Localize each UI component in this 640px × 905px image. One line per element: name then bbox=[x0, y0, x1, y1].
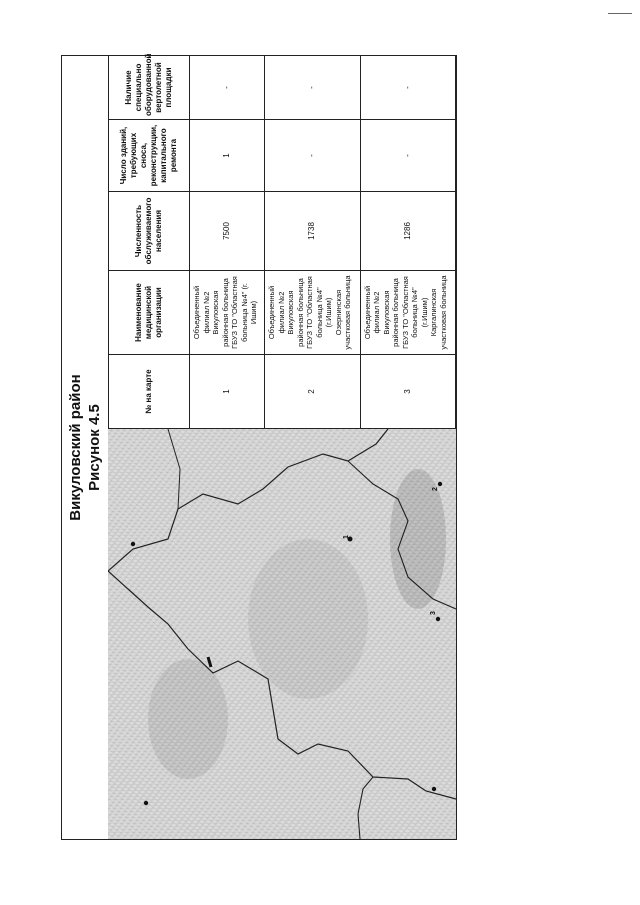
organization-name: Объединенный филиал №2 Викуловская районная больница ГБУЗ ТО "Областная больница №4" (г.Ишим) Каргалинская участковая больница bbox=[360, 271, 455, 355]
organization-name: Объединенный филиал №2 Викуловская районная больница ГБУЗ ТО "Областная больница №4" (г.Ишим) Озернинская участковая больница bbox=[265, 271, 360, 355]
heliport-status: - bbox=[265, 56, 360, 120]
boundary-southwest bbox=[358, 777, 373, 839]
title-band bbox=[62, 56, 109, 839]
table-row bbox=[190, 56, 265, 429]
settlement-dot-icon bbox=[131, 542, 135, 546]
buildings-count: - bbox=[360, 120, 455, 192]
heliport-status: - bbox=[360, 56, 455, 120]
table-row bbox=[360, 56, 455, 429]
lake-mark bbox=[208, 657, 211, 667]
column-header: Наличие специально оборудованной вертолетной площадки bbox=[109, 56, 190, 120]
map-boundaries bbox=[108, 429, 456, 839]
map-marker-label: 2 bbox=[432, 487, 439, 491]
district-title: Викуловский район bbox=[67, 374, 84, 521]
heliport-status: - bbox=[190, 56, 265, 120]
row-number: 1 bbox=[190, 355, 265, 429]
district-map bbox=[108, 428, 456, 839]
corner-rule bbox=[608, 13, 632, 14]
map-shading bbox=[248, 539, 368, 699]
boundary-southeast bbox=[168, 429, 180, 509]
hospital-marker-icon bbox=[438, 482, 442, 486]
settlement-dot-icon bbox=[432, 787, 436, 791]
organization-name: Объединенный филиал №2 Викуловская районная больница ГБУЗ ТО "Областная больница №4" (г. Ишим) bbox=[190, 271, 265, 355]
boundary-east bbox=[108, 429, 388, 571]
map-marker-label: 3 bbox=[430, 611, 437, 615]
column-header: Число зданий, требующих сноса, реконструкции, капитального ремонта bbox=[109, 120, 190, 192]
map-marker-label: 1 bbox=[343, 535, 350, 539]
settlement-dot-icon bbox=[144, 801, 148, 805]
document-sheet bbox=[61, 55, 457, 840]
table-header-row bbox=[109, 56, 190, 429]
population-count: 7500 bbox=[190, 192, 265, 271]
table-row bbox=[265, 56, 360, 429]
row-number: 2 bbox=[265, 355, 360, 429]
hospital-marker-icon bbox=[436, 617, 440, 621]
row-number: 3 bbox=[360, 355, 455, 429]
figure-title: Рисунок 4.5 bbox=[86, 404, 103, 491]
buildings-count: - bbox=[265, 120, 360, 192]
medical-organizations-table bbox=[108, 55, 456, 429]
buildings-count: 1 bbox=[190, 120, 265, 192]
population-count: 1286 bbox=[360, 192, 455, 271]
column-header: Численность обслуживаемого населения bbox=[109, 192, 190, 271]
population-count: 1738 bbox=[265, 192, 360, 271]
map-shading bbox=[148, 659, 228, 779]
column-header: № на карте bbox=[109, 355, 190, 429]
column-header: Наименование медицинской организации bbox=[109, 271, 190, 355]
